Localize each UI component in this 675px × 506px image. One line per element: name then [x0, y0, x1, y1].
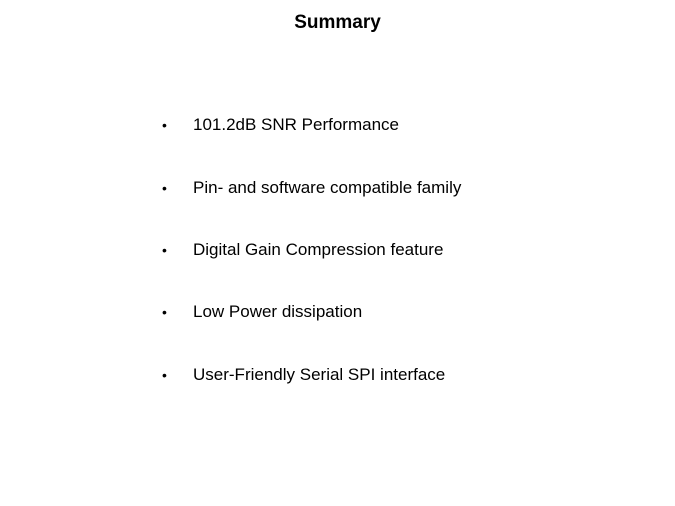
bullet-text: User-Friendly Serial SPI interface: [193, 365, 446, 384]
bullet-text: Digital Gain Compression feature: [193, 240, 444, 259]
bullet-item: [0, 363, 675, 387]
bullet-item: [0, 113, 675, 137]
bullet-dot-icon: •: [162, 367, 167, 383]
bullet-item: [0, 176, 675, 200]
bullet-dot-icon: •: [162, 117, 167, 133]
bullet-dot-icon: •: [162, 304, 167, 320]
slide-title: Summary: [294, 12, 381, 33]
bullet-dot-icon: •: [162, 180, 167, 196]
bullet-text: Pin- and software compatible family: [193, 178, 462, 197]
bullet-text: Low Power dissipation: [193, 302, 363, 321]
bullet-dot-icon: •: [162, 242, 167, 258]
bullet-text: 101.2dB SNR Performance: [193, 115, 399, 134]
bullet-item: [0, 300, 675, 324]
bullet-item: [0, 238, 675, 262]
